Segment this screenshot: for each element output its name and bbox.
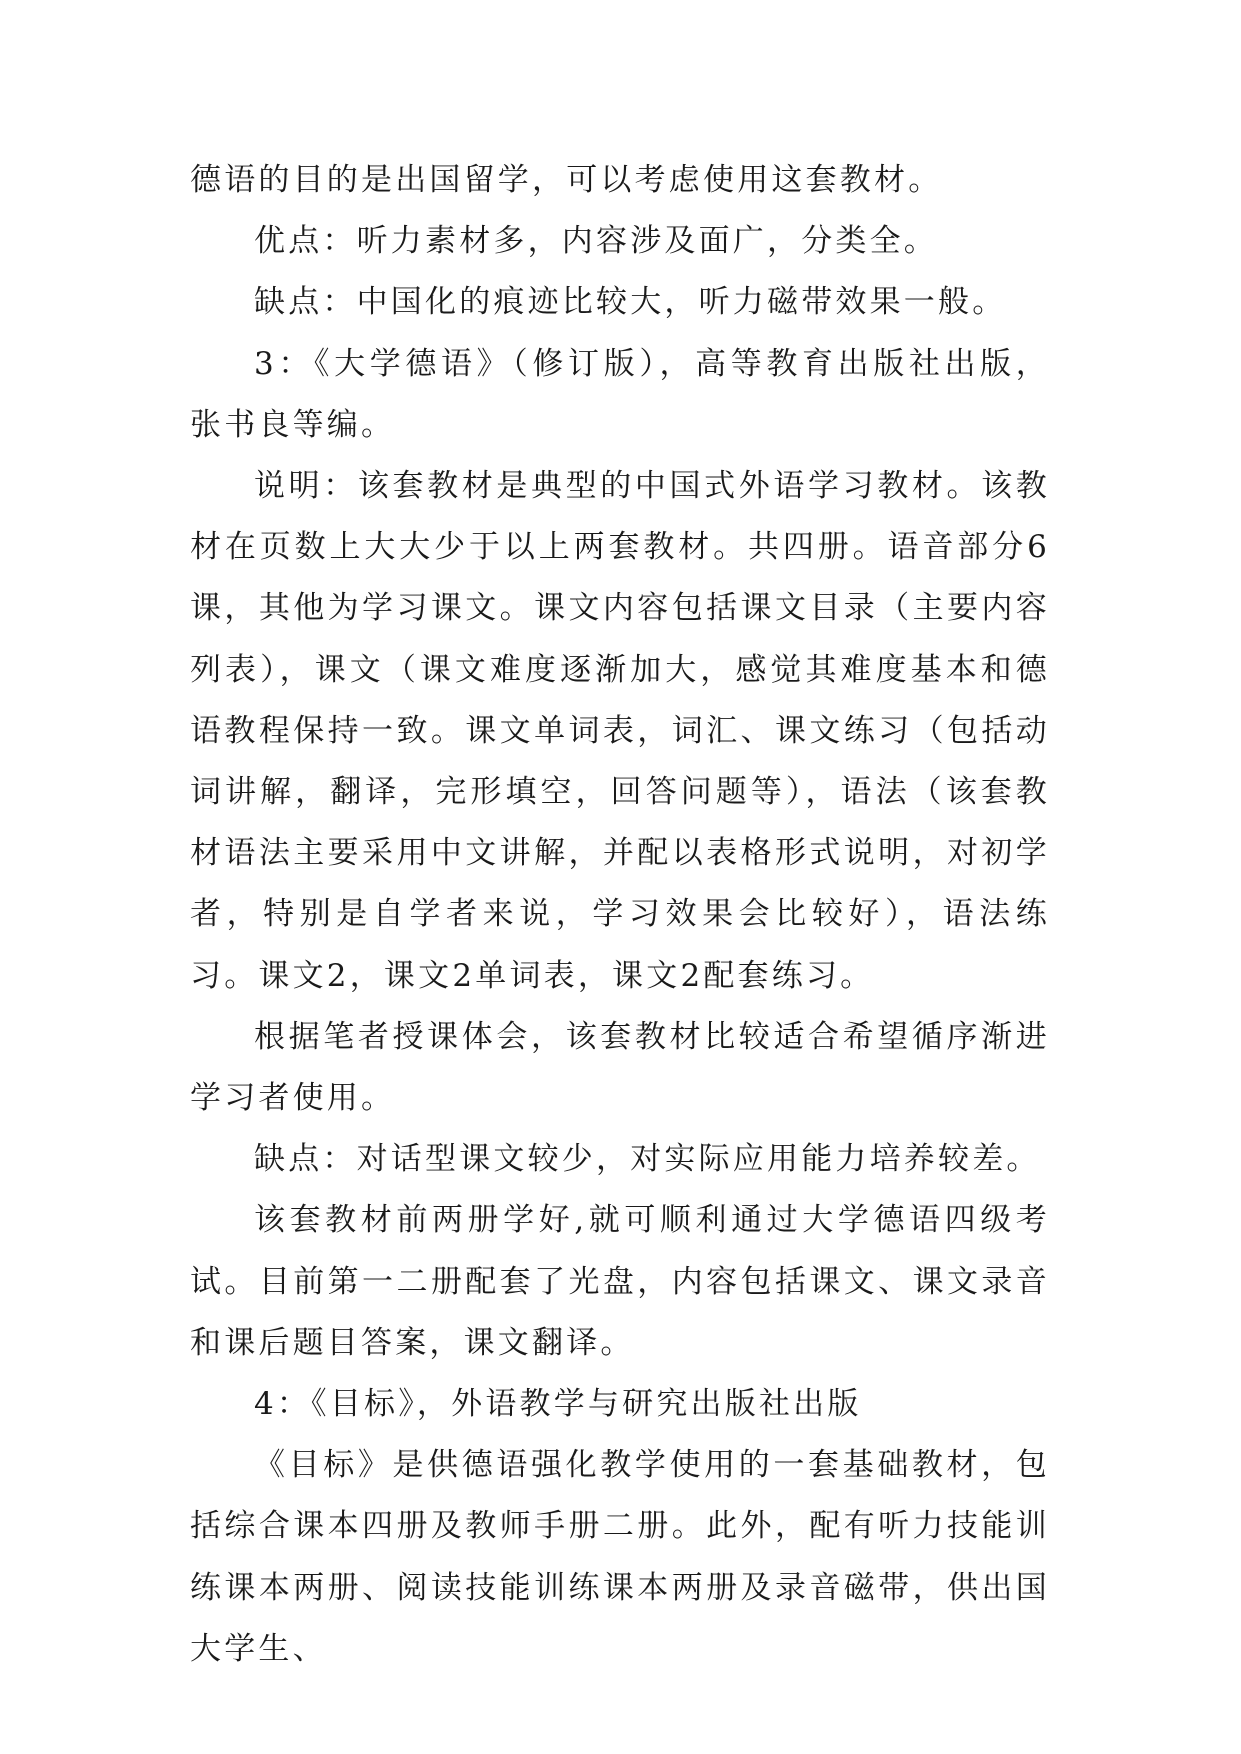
paragraph-advantages: 优点：听力素材多，内容涉及面广，分类全。 xyxy=(254,223,938,260)
paragraph-teaching-experience: 根据笔者授课体会，该套教材比较适合希望循序渐进学习者使用。 xyxy=(190,1018,1050,1117)
paragraph-continuation: 德语的目的是出国留学，可以考虑使用这套教材。 xyxy=(190,162,943,198)
document-body xyxy=(190,150,1050,1680)
paragraph-textbook-3-disadvantages: 缺点：对话型课文较少，对实际应用能力培养较差。 xyxy=(254,1141,1041,1178)
paragraph-textbook-4-title: 4：《目标》，外语教学与研究出版社出版 xyxy=(254,1386,862,1423)
paragraph-textbook-3-exam: 该套教材前两册学好,就可顺利通过大学德语四级考试。目前第一二册配套了光盘，内容包括课文、课文录音和课后题目答案，课文翻译。 xyxy=(190,1202,1050,1361)
paragraph-textbook-3-title: 3：《大学德语》（修订版），高等教育出版社出版，张书良等编。 xyxy=(190,345,1050,443)
paragraph-textbook-4-description: 《目标》是供德语强化教学使用的一套基础教材，包括综合课本四册及教师手册二册。此外，配有听力技能训练课本两册、阅读技能训练课本两册及录音磁带，供出国大学生、 xyxy=(190,1447,1050,1667)
paragraph-textbook-3-description: 说明：该套教材是典型的中国式外语学习教材。该教材在页数上大大少于以上两套教材。共四册。语音部分6课，其他为学习课文。课文内容包括课文目录（主要内容列表），课文（课文难度逐渐加大，感觉其难度基本和德语教程保持一致。课文单词表，词汇、课文练习（包括动词讲解，翻译，完形填空，回答问题等），语法（该套教材语法主要采用中文讲解，并配以表格形式说明，对初学者，特别是自学者来说，学习效果会比较好），语法练习。课文2，课文2单词表，课文2配套练习。 xyxy=(190,468,1050,994)
paragraph-disadvantages: 缺点：中国化的痕迹比较大，听力磁带效果一般。 xyxy=(254,284,1007,321)
